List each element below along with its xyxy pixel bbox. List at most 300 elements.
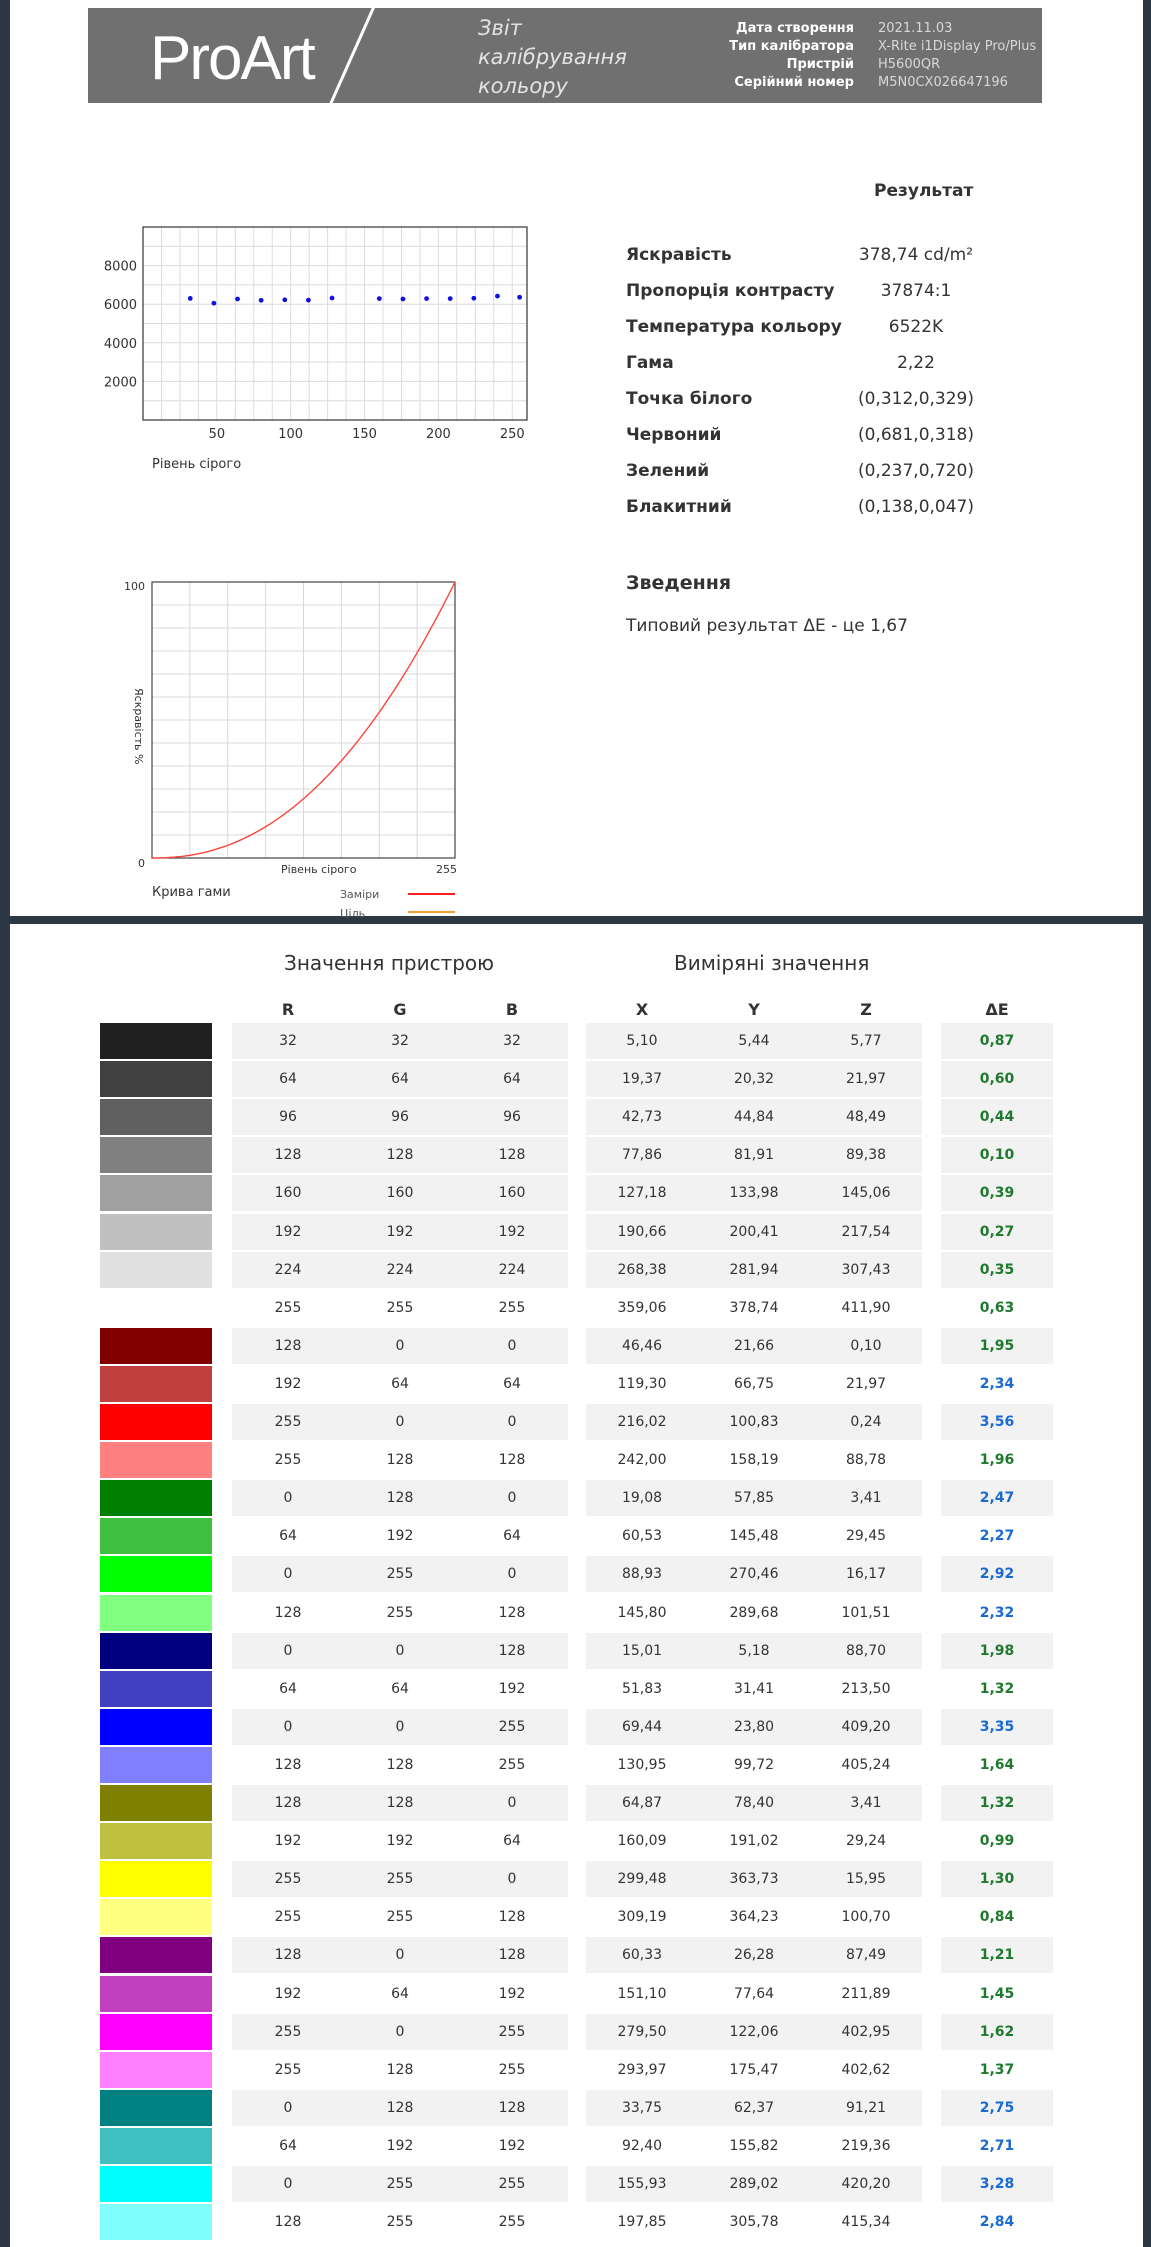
cell-z: 88,78 [845, 1452, 887, 1469]
chart2-xtick-max: 255 [436, 863, 457, 876]
chart1-point [377, 296, 382, 301]
cell-y: 378,74 [729, 1299, 779, 1316]
cell-y: 289,68 [729, 1604, 779, 1621]
color-swatch [100, 1556, 212, 1592]
cell-x: 293,97 [617, 2061, 667, 2078]
cell-r: 0 [232, 2090, 344, 2126]
chart2-ylabel: Яскравість % [132, 688, 145, 765]
cell-z: 409,20 [810, 1709, 922, 1745]
chart1-xtick: 250 [499, 427, 525, 442]
cell-de: 1,32 [941, 1785, 1053, 1821]
cell-b: 0 [456, 1480, 568, 1516]
cell-b: 160 [456, 1175, 568, 1211]
table-row [0, 1747, 1151, 1783]
chart1-point [448, 296, 453, 301]
cell-r: 255 [274, 1909, 302, 1926]
cell-r: 255 [274, 1452, 302, 1469]
proart-logo: ProArt [150, 24, 314, 93]
cell-b: 255 [498, 1756, 526, 1773]
legend-measured-label: Заміри [340, 888, 380, 901]
cell-r: 0 [232, 1480, 344, 1516]
color-swatch [100, 2014, 212, 2050]
color-swatch [100, 2204, 212, 2240]
table-row [0, 1899, 1151, 1935]
cell-b: 64 [503, 1833, 521, 1850]
cell-y: 31,41 [733, 1680, 775, 1697]
cell-r: 64 [232, 1061, 344, 1097]
cell-de: 1,64 [979, 1756, 1015, 1773]
meta-calibrator-value: X-Rite i1Display Pro/Plus [878, 39, 1037, 54]
cell-r: 0 [232, 2166, 344, 2202]
cell-r: 192 [274, 1833, 302, 1850]
cell-g: 0 [344, 1709, 456, 1745]
cell-b: 128 [498, 1909, 526, 1926]
cell-g: 255 [344, 2166, 456, 2202]
device-values-title: Значення пристрою [284, 951, 494, 975]
cell-r: 32 [232, 1023, 344, 1059]
table-row [0, 1175, 1151, 1211]
cell-y: 289,02 [698, 2166, 810, 2202]
cell-g: 128 [344, 1480, 456, 1516]
chart1-grid [143, 227, 527, 420]
color-swatch [100, 1671, 212, 1707]
cell-z: 48,49 [810, 1099, 922, 1135]
table-row [0, 1976, 1151, 2012]
cell-x: 19,37 [586, 1061, 698, 1097]
cell-x: 46,46 [586, 1328, 698, 1364]
table-row [0, 1823, 1151, 1859]
cell-z: 211,89 [841, 1985, 891, 2002]
cell-g: 128 [386, 2061, 414, 2078]
table-row [0, 1404, 1151, 1440]
cell-z: 307,43 [810, 1252, 922, 1288]
table-row [0, 1633, 1151, 1669]
cell-g: 224 [344, 1252, 456, 1288]
result-label: Точка білого [626, 389, 753, 409]
meta-device-label: Пристрій [786, 57, 854, 72]
color-swatch [100, 1709, 212, 1745]
chart2-title: Крива гами [152, 885, 231, 900]
cell-z: 91,21 [810, 2090, 922, 2126]
cell-y: 145,48 [729, 1528, 779, 1545]
result-value: 2,22 [897, 353, 935, 373]
table-row [0, 1442, 1151, 1478]
cell-z: 405,24 [841, 1756, 891, 1773]
chart1-point [188, 296, 193, 301]
col-header-z: Z [860, 1000, 872, 1019]
cell-z: 100,70 [841, 1909, 891, 1926]
color-swatch [100, 1252, 212, 1288]
cell-z: 213,50 [841, 1680, 891, 1697]
cell-z: 29,24 [845, 1833, 887, 1850]
cell-g: 0 [344, 2014, 456, 2050]
cell-b: 128 [498, 1452, 526, 1469]
cell-r: 128 [232, 1328, 344, 1364]
cell-b: 128 [456, 1137, 568, 1173]
cell-g: 0 [344, 1633, 456, 1669]
cell-g: 64 [391, 1985, 409, 2002]
cell-de: 2,27 [979, 1528, 1015, 1545]
cell-g: 32 [344, 1023, 456, 1059]
cell-de: 2,32 [979, 1604, 1015, 1621]
cell-y: 5,18 [698, 1633, 810, 1669]
table-row [0, 1518, 1151, 1554]
cell-de: 1,95 [941, 1328, 1053, 1364]
cell-g: 128 [386, 1756, 414, 1773]
cell-x: 33,75 [586, 2090, 698, 2126]
cell-b: 192 [456, 1214, 568, 1250]
result-value: (0,237,0,720) [857, 461, 974, 481]
cell-z: 89,38 [810, 1137, 922, 1173]
cell-x: 64,87 [586, 1785, 698, 1821]
chart2-ytick-min: 0 [138, 857, 145, 870]
cell-y: 305,78 [729, 2214, 779, 2231]
cell-r: 0 [232, 1556, 344, 1592]
cell-r: 128 [232, 1785, 344, 1821]
cell-y: 100,83 [698, 1404, 810, 1440]
cell-z: 29,45 [845, 1528, 887, 1545]
cell-y: 77,64 [733, 1985, 775, 2002]
chart1-xtick: 50 [208, 427, 226, 442]
table-row [0, 1861, 1151, 1897]
cell-g: 255 [386, 1299, 414, 1316]
cell-z: 21,97 [845, 1375, 887, 1392]
cell-y: 133,98 [698, 1175, 810, 1211]
chart1-point [495, 294, 500, 299]
color-swatch [100, 2090, 212, 2126]
summary-text: Типовий результат ΔE - це 1,67 [626, 616, 908, 636]
meta-date-label: Дата створення [735, 21, 854, 36]
cell-y: 99,72 [733, 1756, 775, 1773]
chart1-point [235, 297, 240, 302]
cell-g: 255 [344, 1556, 456, 1592]
color-swatch [100, 1061, 212, 1097]
cell-g: 128 [344, 2090, 456, 2126]
cell-y: 66,75 [733, 1375, 775, 1392]
cell-z: 3,41 [810, 1480, 922, 1516]
cell-b: 255 [498, 2061, 526, 2078]
cell-b: 128 [498, 1604, 526, 1621]
cell-z: 415,34 [841, 2214, 891, 2231]
result-label: Яскравість [626, 245, 732, 265]
color-swatch [100, 1823, 212, 1859]
cell-z: 15,95 [810, 1861, 922, 1897]
table-row [0, 1061, 1151, 1097]
color-swatch [100, 2052, 212, 2088]
cell-de: 1,37 [979, 2061, 1015, 2078]
cell-de: 0,87 [941, 1023, 1053, 1059]
cell-g: 128 [344, 1137, 456, 1173]
cell-z: 0,24 [810, 1404, 922, 1440]
cell-g: 128 [386, 1452, 414, 1469]
cell-x: 127,18 [586, 1175, 698, 1211]
cell-z: 88,70 [810, 1633, 922, 1669]
cell-de: 1,30 [941, 1861, 1053, 1897]
cell-b: 0 [456, 1556, 568, 1592]
cell-de: 1,21 [941, 1937, 1053, 1973]
table-row [0, 1137, 1151, 1173]
cell-g: 192 [386, 1833, 414, 1850]
color-swatch [100, 1861, 212, 1897]
cell-g: 96 [344, 1099, 456, 1135]
cell-r: 64 [279, 1528, 297, 1545]
cell-b: 0 [456, 1861, 568, 1897]
cell-z: 145,06 [810, 1175, 922, 1211]
cell-z: 411,90 [841, 1299, 891, 1316]
chart1-ytick: 2000 [103, 375, 137, 391]
col-header-x: X [635, 1000, 649, 1019]
cell-y: 191,02 [729, 1833, 779, 1850]
table-row [0, 1709, 1151, 1745]
cell-b: 64 [503, 1375, 521, 1392]
result-value: 6522K [888, 317, 944, 337]
cell-b: 255 [498, 1299, 526, 1316]
chart1-ticks [104, 260, 525, 442]
chart2-ytick-max: 100 [124, 580, 145, 593]
cell-r: 0 [232, 1633, 344, 1669]
cell-b: 192 [498, 1680, 526, 1697]
result-label: Червоний [626, 425, 722, 445]
table-row [0, 2090, 1151, 2126]
cell-r: 192 [274, 1375, 302, 1392]
cell-r: 192 [274, 1985, 302, 2002]
cell-x: 15,01 [586, 1633, 698, 1669]
cell-x: 309,19 [617, 1909, 667, 1926]
result-label: Гама [626, 353, 674, 373]
cell-de: 1,98 [941, 1633, 1053, 1669]
chart2-grid [152, 582, 455, 858]
cell-g: 255 [386, 2214, 414, 2231]
col-header-y: Y [748, 1000, 760, 1019]
chart1-xtick: 200 [425, 427, 451, 442]
cell-r: 255 [232, 2014, 344, 2050]
cell-y: 26,28 [698, 1937, 810, 1973]
chart2-xlabel: Рівень сірого [281, 863, 357, 876]
color-swatch [100, 1633, 212, 1669]
table-row [0, 1099, 1151, 1135]
meta-device-value: H5600QR [878, 57, 941, 72]
cell-r: 255 [274, 2061, 302, 2078]
chart1-ytick: 4000 [103, 336, 137, 352]
cell-y: 44,84 [698, 1099, 810, 1135]
chart1-xtick: 150 [352, 427, 377, 442]
color-swatch [100, 1518, 212, 1554]
table-row [0, 1023, 1151, 1059]
cell-b: 255 [498, 2214, 526, 2231]
col-header-b: B [505, 1000, 519, 1019]
cell-b: 128 [456, 2090, 568, 2126]
cell-de: 2,47 [941, 1480, 1053, 1516]
cell-g: 192 [344, 1214, 456, 1250]
cell-b: 255 [456, 2014, 568, 2050]
cell-b: 255 [456, 2166, 568, 2202]
cell-z: 0,10 [810, 1328, 922, 1364]
table-row [0, 1785, 1151, 1821]
cell-x: 119,30 [617, 1375, 667, 1392]
cell-y: 21,66 [698, 1328, 810, 1364]
cell-r: 255 [232, 1404, 344, 1440]
col-header-g: G [393, 1000, 407, 1019]
cell-x: 268,38 [586, 1252, 698, 1288]
cell-x: 69,44 [586, 1709, 698, 1745]
result-label: Температура кольору [626, 317, 842, 337]
color-swatch [100, 1595, 212, 1631]
chart1-xlabel: Рівень сірого [152, 457, 242, 472]
chart1-point [330, 296, 335, 301]
chart1-xtick: 100 [278, 427, 304, 442]
cell-b: 255 [456, 1709, 568, 1745]
cell-y: 20,32 [698, 1061, 810, 1097]
cell-x: 60,53 [621, 1528, 663, 1545]
cell-g: 0 [344, 1937, 456, 1973]
cell-r: 255 [274, 1299, 302, 1316]
result-label: Зелений [626, 461, 710, 481]
chart1-point [282, 297, 287, 302]
cell-g: 255 [386, 1909, 414, 1926]
cell-x: 42,73 [586, 1099, 698, 1135]
cell-de: 1,45 [979, 1985, 1015, 2002]
result-value: (0,681,0,318) [857, 425, 974, 445]
result-label: Блакитний [626, 497, 732, 517]
cell-r: 96 [232, 1099, 344, 1135]
chart1-point [259, 298, 264, 303]
cell-x: 190,66 [586, 1214, 698, 1250]
cell-x: 92,40 [621, 2137, 663, 2154]
legend-target-label: Ціль [340, 907, 366, 920]
chart1-ytick: 6000 [103, 298, 137, 314]
cell-g: 192 [386, 2137, 414, 2154]
cell-x: 130,95 [617, 1756, 667, 1773]
cell-de: 3,28 [941, 2166, 1053, 2202]
color-swatch [100, 1404, 212, 1440]
cell-x: 359,06 [617, 1299, 667, 1316]
cell-de: 2,75 [941, 2090, 1053, 2126]
chart1-point [471, 296, 476, 301]
color-swatch [100, 2128, 212, 2164]
cell-de: 1,96 [979, 1452, 1015, 1469]
cell-x: 60,33 [586, 1937, 698, 1973]
cell-b: 64 [456, 1061, 568, 1097]
cell-r: 128 [274, 1604, 302, 1621]
cell-g: 0 [344, 1328, 456, 1364]
cell-de: 0,84 [979, 1909, 1015, 1926]
cell-g: 64 [391, 1680, 409, 1697]
col-header-r: R [281, 1000, 295, 1019]
cell-de: 0,60 [941, 1061, 1053, 1097]
cell-de: 0,39 [941, 1175, 1053, 1211]
cell-de: 0,63 [979, 1299, 1015, 1316]
cell-r: 64 [279, 1680, 297, 1697]
col-header-de: ΔE [985, 1000, 1009, 1019]
table-row [0, 1252, 1151, 1288]
cell-x: 19,08 [586, 1480, 698, 1516]
color-swatch [100, 1899, 212, 1935]
cell-y: 57,85 [698, 1480, 810, 1516]
chart1-point [517, 295, 522, 300]
cell-y: 270,46 [698, 1556, 810, 1592]
color-swatch [100, 1442, 212, 1478]
cell-de: 3,35 [941, 1709, 1053, 1745]
color-swatch [100, 1785, 212, 1821]
cell-y: 158,19 [729, 1452, 779, 1469]
chart1-point [424, 296, 429, 301]
color-swatch [100, 1747, 212, 1783]
cell-x: 51,83 [621, 1680, 663, 1697]
cell-y: 281,94 [698, 1252, 810, 1288]
chart1-ytick: 8000 [103, 259, 137, 275]
color-swatch [100, 1214, 212, 1250]
cell-z: 217,54 [810, 1214, 922, 1250]
cell-b: 224 [456, 1252, 568, 1288]
report-title: Звіт калібрування кольору [478, 16, 627, 98]
cell-g: 64 [391, 1375, 409, 1392]
cell-b: 32 [456, 1023, 568, 1059]
cell-b: 128 [456, 1633, 568, 1669]
cell-x: 160,09 [617, 1833, 667, 1850]
table-row [0, 1366, 1151, 1402]
cell-de: 2,92 [941, 1556, 1053, 1592]
cell-de: 1,62 [941, 2014, 1053, 2050]
cell-y: 364,23 [729, 1909, 779, 1926]
cell-y: 175,47 [729, 2061, 779, 2078]
cell-g: 192 [386, 1528, 414, 1545]
cell-r: 224 [232, 1252, 344, 1288]
cell-y: 200,41 [698, 1214, 810, 1250]
cell-z: 16,17 [810, 1556, 922, 1592]
cell-r: 0 [232, 1709, 344, 1745]
cell-r: 255 [232, 1861, 344, 1897]
cell-x: 242,00 [617, 1452, 667, 1469]
cell-x: 145,80 [617, 1604, 667, 1621]
cell-x: 5,10 [586, 1023, 698, 1059]
color-swatch [100, 1137, 212, 1173]
cell-b: 96 [456, 1099, 568, 1135]
cell-z: 87,49 [810, 1937, 922, 1973]
cell-y: 5,44 [698, 1023, 810, 1059]
table-row [0, 1328, 1151, 1364]
cell-b: 128 [456, 1937, 568, 1973]
cell-z: 5,77 [810, 1023, 922, 1059]
table-row [0, 1937, 1151, 1973]
cell-g: 255 [386, 1604, 414, 1621]
color-swatch [100, 1480, 212, 1516]
cell-x: 77,86 [586, 1137, 698, 1173]
color-swatch [100, 2166, 212, 2202]
cell-r: 192 [232, 1214, 344, 1250]
cell-g: 160 [344, 1175, 456, 1211]
cell-y: 81,91 [698, 1137, 810, 1173]
table-row [0, 1595, 1151, 1631]
table-row [0, 1556, 1151, 1592]
gamma-curve-chart [0, 560, 560, 920]
cell-de: 0,44 [941, 1099, 1053, 1135]
cell-y: 122,06 [698, 2014, 810, 2050]
measured-values-title: Виміряні значення [674, 951, 870, 975]
cell-g: 128 [344, 1785, 456, 1821]
cell-x: 279,50 [586, 2014, 698, 2050]
result-value: 378,74 cd/m² [858, 245, 974, 265]
cell-de: 2,84 [979, 2214, 1015, 2231]
table-row [0, 1480, 1151, 1516]
cell-b: 0 [456, 1328, 568, 1364]
chart1-point [306, 298, 311, 303]
cell-x: 88,93 [586, 1556, 698, 1592]
cell-y: 23,80 [698, 1709, 810, 1745]
cell-de: 1,32 [979, 1680, 1015, 1697]
color-swatch [100, 1366, 212, 1402]
cell-z: 219,36 [841, 2137, 891, 2154]
cell-z: 101,51 [841, 1604, 891, 1621]
